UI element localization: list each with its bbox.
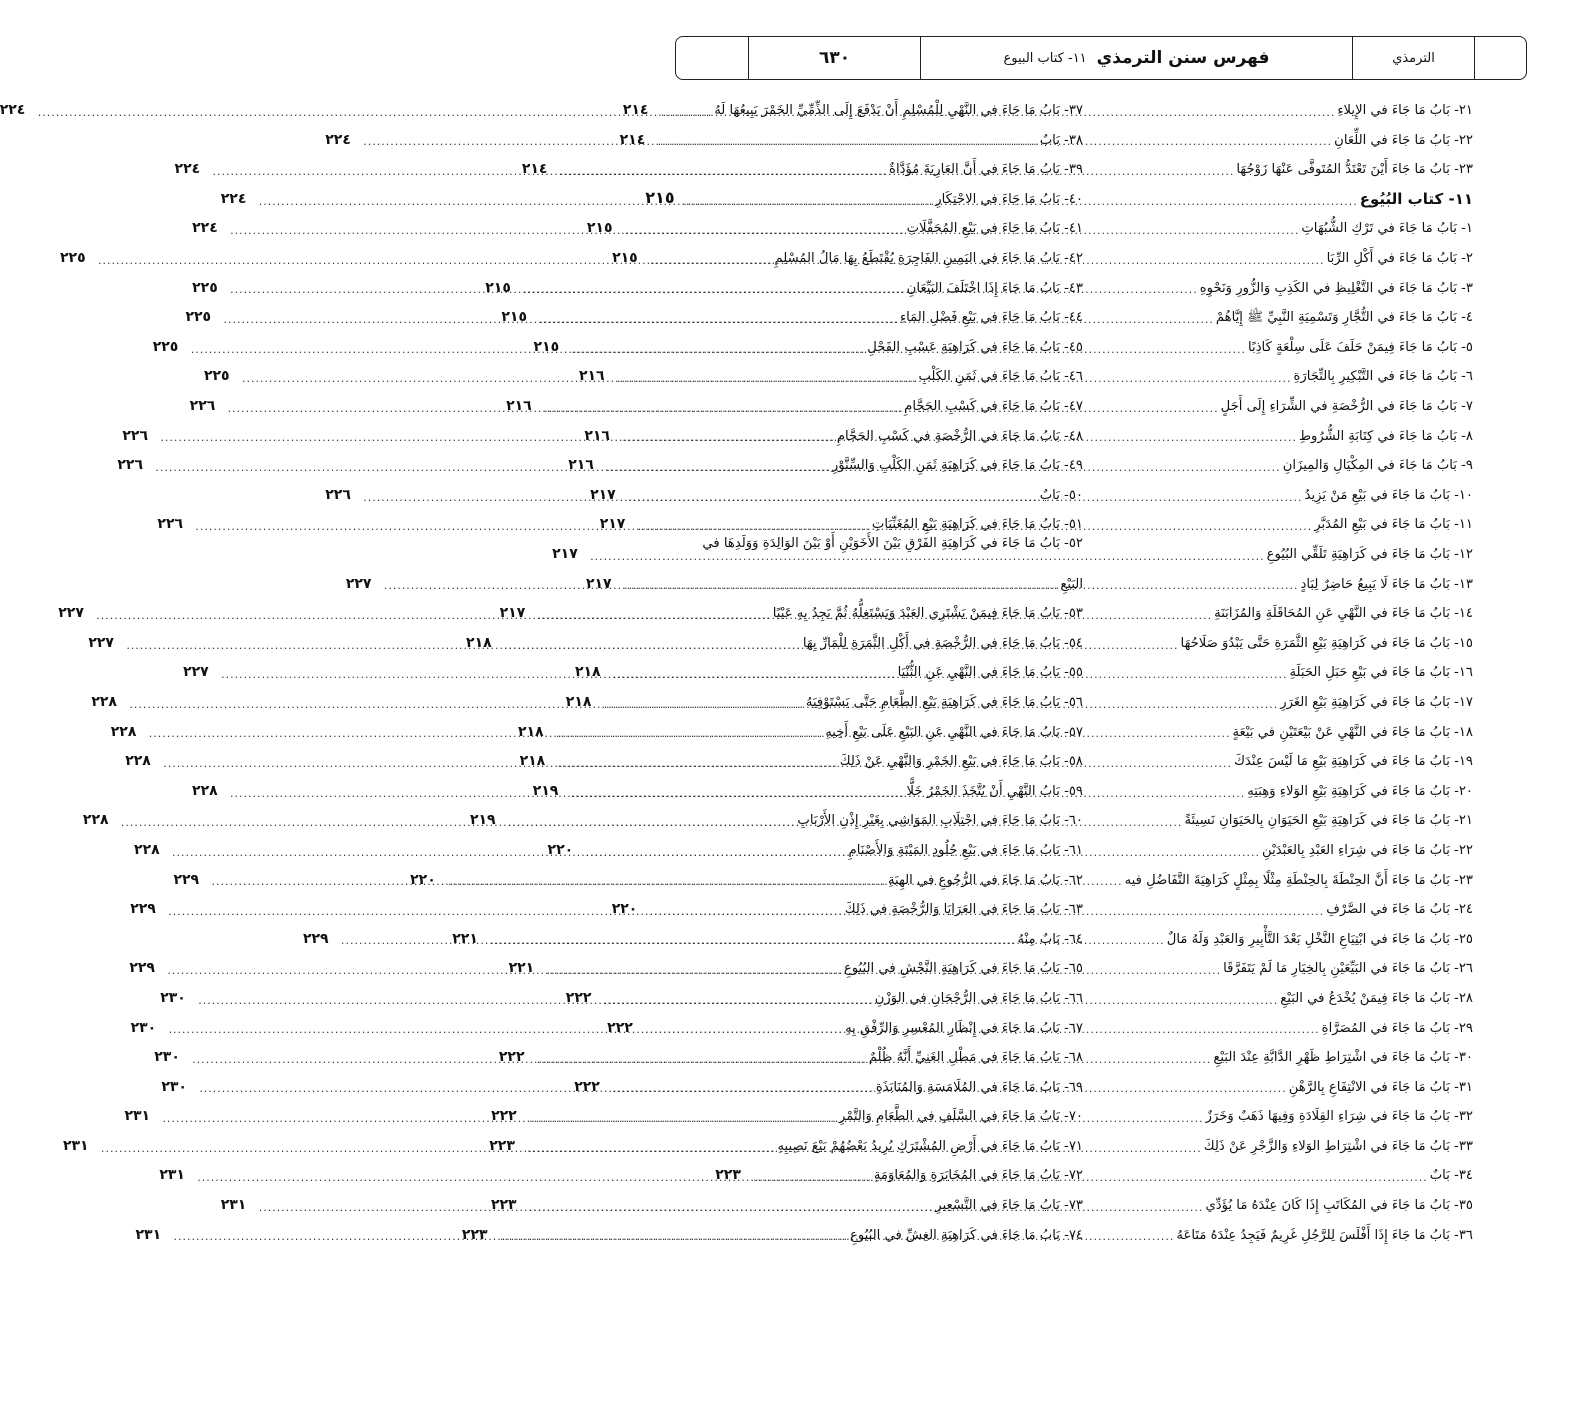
toc-entry-title: ٥٧- بَابُ مَا جَاءَ في النَّهْيِ عَنِ البَيْعِ عَلَى بَيْعِ أَخِيهِ	[825, 724, 1083, 740]
toc-entry-page: ٢٢٢	[574, 1078, 600, 1095]
toc-entry-page: ٢١٥	[485, 279, 511, 296]
toc-entry-title: ٢٩- بَابُ مَا جَاءَ في المُصَرَّاةِ	[1321, 1020, 1473, 1036]
leader-dots	[230, 787, 905, 801]
toc-entry-page: ٢٢٥	[152, 338, 179, 355]
toc-entry-title: ٦٧- بَابُ مَا جَاءَ في إِنْظَارِ المُعْسِرِ وَالرِّفْقِ بِهِ	[845, 1020, 1083, 1036]
toc-entry-title: ٦٤- بَابٌ مِنْهُ	[1017, 931, 1083, 947]
toc-entry-title: ١٨- بَابُ مَا جَاءَ في النَّهْيِ عَنْ بَيْعَتَيْنِ في بَيْعَةٍ	[1232, 724, 1473, 740]
toc-entry-title: ٨- بَابُ مَا جَاءَ في كِتَابَةِ الشُّرُوطِ	[1298, 428, 1473, 444]
toc-entry-page: ٢٢٢	[498, 1049, 525, 1066]
leader-dots	[242, 372, 917, 386]
toc-entry-title: ٣٢- بَابُ مَا جَاءَ في شِرَاءِ القِلَادَةِ وَفِيهَا ذَهَبٌ وَخَرَزٌ	[1205, 1109, 1473, 1125]
toc-entry-title: ٤٩- بَابُ مَا جَاءَ في كَرَاهِيَةِ ثَمَنِ الكَلْبِ وَالسِّنَّوْرِ	[831, 458, 1083, 474]
page-header	[675, 36, 1527, 80]
leader-dots	[101, 1142, 776, 1156]
leader-dots	[172, 846, 847, 860]
toc-entry-page: ٢٢٣	[489, 1137, 515, 1154]
toc-entry-title: ٣٩- بَابُ مَا جَاءَ في أَنَّ العَارِيَةَ مُؤَدَّاةٌ	[889, 162, 1083, 178]
toc-entry-page: ٢١٥	[533, 338, 560, 355]
leader-dots	[155, 461, 830, 475]
book-heading-title: ١١- كتاب البُيُوع	[1359, 189, 1473, 208]
leader-dots	[259, 195, 934, 209]
leader-dots	[230, 224, 905, 238]
toc-entry-title: ٥٨- بَابُ مَا جَاءَ في بَيْعِ الخَمْرِ وَالنَّهْيِ عَنْ ذَلِكَ	[839, 754, 1083, 770]
toc-entry-page: ٢١٥	[586, 220, 613, 237]
toc-entry-page: ٢١٦	[578, 368, 605, 385]
toc-entry-title: ٢٨- بَابُ مَا جَاءَ فِيمَنْ يُخْدَعُ في البَيْعِ	[1280, 990, 1473, 1006]
leader-dots	[228, 402, 903, 416]
toc-entry	[159, 1157, 1083, 1187]
toc-entry-page: ٢٣٠	[130, 1019, 157, 1036]
leader-dots	[160, 431, 835, 445]
toc-entry-page: ٢٢٩	[129, 960, 155, 977]
toc-entry-title: ٢٠- بَابُ مَا جَاءَ في كَرَاهِيَةِ بَيْعِ الوَلاءِ وَهِبَتِهِ	[1247, 783, 1473, 799]
toc-entry-page: ٢١٨	[565, 693, 592, 710]
leader-dots	[230, 283, 905, 297]
toc-entry-page: ٢٢٩	[302, 930, 329, 947]
toc-entry-page: ٢٢٠	[547, 841, 574, 858]
toc-entry-title: ١٠- بَابُ مَا جَاءَ في بَيْعِ مَنْ يَزِيدُ	[1304, 487, 1473, 503]
toc-entry-page: ٢٢٥	[203, 368, 230, 385]
toc-entry-page: ٢١٨	[574, 664, 601, 681]
toc-entry-page: ٢٢٩	[173, 871, 200, 888]
leader-dots	[98, 254, 773, 268]
leader-dots	[126, 639, 801, 653]
toc-entry-title: ٣- بَابُ مَا جَاءَ في التَّغْلِيظِ في الكَذِبِ وَالزُّورِ وَنَحْوِهِ	[1199, 280, 1473, 296]
toc-entry-title-cont: البَيْعِ	[1060, 576, 1083, 592]
toc-entry-page: ٢١٦	[584, 427, 610, 444]
leader-dots	[163, 757, 838, 771]
toc-entry-title: ٣٦- بَابُ مَا جَاءَ إِذَا أَفْلَسَ لِلرَّجُلِ غَرِيمٌ فَيَجِدُ عِنْدَهُ مَتَاعَهُ	[1176, 1227, 1473, 1243]
toc-entry-page: ٢٢٢	[491, 1108, 517, 1125]
toc-entry-title: ١- بَابُ مَا جَاءَ في تَرْكِ الشُّبُهَاتِ	[1301, 221, 1473, 237]
header-section-name: ١١- كتاب البيوع	[1003, 50, 1087, 66]
leader-dots	[341, 934, 1016, 948]
header-title-cell	[920, 37, 1352, 79]
header-book-name: الترمذي	[1352, 37, 1474, 79]
toc-entry-title: ٦- بَابُ مَا جَاءَ في التَّبْكِيرِ بِالتِّجَارَةِ	[1293, 369, 1473, 385]
toc-entry-page: ٢١٤	[521, 161, 548, 178]
toc-entry-title: ٤٤- بَابُ مَا جَاءَ في بَيْعِ فَضْلِ المَاءِ	[899, 310, 1083, 326]
toc-entry-title: ١٦- بَابُ مَا جَاءَ في بَيْعِ حَبَلِ الحَبَلَةِ	[1289, 665, 1473, 681]
toc-entry-title: ٥٠- بَابٌ	[1039, 487, 1083, 503]
toc-entry-title: ٥٩- بَابُ النَّهْيِ أَنْ يُتَّخَذَ الخَمْرُ خَلًّا	[906, 783, 1083, 799]
leader-dots	[223, 313, 898, 327]
leader-dots	[363, 135, 1038, 149]
toc-entry-title: ٧٢- بَابُ مَا جَاءَ في المُخَابَرَةِ وَالمُعَاوَمَةِ	[873, 1168, 1083, 1184]
toc-entry-page: ٢١٥	[645, 188, 675, 208]
leader-dots	[96, 609, 771, 623]
leader-dots	[129, 698, 804, 712]
toc-entry-title: ٤٧- بَابُ مَا جَاءَ في كَسْبِ الحَجَّامِ	[904, 399, 1083, 415]
toc-entry-page: ٢٢٤	[174, 161, 201, 178]
toc-entry-page: ٢٢٢	[607, 1019, 633, 1036]
toc-entry-page: ٢١٨	[466, 634, 492, 651]
toc-entry-page: ٢٣٠	[161, 1078, 187, 1095]
toc-entry-page: ٢١٦	[568, 457, 594, 474]
header-cell-empty-right	[1474, 37, 1526, 79]
toc-entry-title: ٧- بَابُ مَا جَاءَ في الرُّخْصَةِ في الشِّرَاءِ إِلَى أَجَلٍ	[1220, 399, 1473, 415]
toc-entry-title: ٦٩- بَابُ مَا جَاءَ في المُلَامَسَةِ وَالمُنَابَذَةِ	[875, 1079, 1083, 1095]
toc-entry-page: ٢٢٨	[82, 812, 109, 829]
toc-entry-title: ٤٦- بَابُ مَا جَاءَ في ثَمَنِ الكَلْبِ	[918, 369, 1083, 385]
toc-entry-page: ٢٣١	[124, 1108, 151, 1125]
toc-entry-title: ٥١- بَابُ مَا جَاءَ في كَرَاهِيَةِ بَيْعِ المُغَنِّيَاتِ	[871, 517, 1083, 533]
toc-entry-page: ٢٢٥	[59, 250, 86, 267]
toc-entry-title: ١٩- بَابُ مَا جَاءَ في كَرَاهِيَةِ بَيْعِ مَا لَيْسَ عِنْدَكَ	[1234, 754, 1473, 770]
toc-entry-page: ٢١٧	[499, 605, 526, 622]
leader-dots	[167, 964, 842, 978]
toc-entry-title: ٦٥- بَابُ مَا جَاءَ في كَرَاهِيَةِ النَّجْشِ في البُيُوعِ	[843, 961, 1083, 977]
toc-entry-page: ٢٣١	[135, 1226, 162, 1243]
toc-entry-title: ٩- بَابُ مَا جَاءَ في المِكْيَالِ وَالمِيزَانِ	[1282, 458, 1473, 474]
header-page-number: ٦٣٠	[748, 37, 920, 79]
leader-dots	[198, 994, 873, 1008]
toc-entry-title: ٧٤- بَابُ مَا جَاءَ في كَرَاهِيَةِ الغِشِّ في البُيُوعِ	[849, 1227, 1083, 1243]
toc-entry-title: ٣١- بَابُ مَا جَاءَ في الانْتِفَاعِ بِالرَّهْنِ	[1288, 1079, 1473, 1095]
leader-dots	[363, 491, 1038, 505]
toc-entry-title: ٢٢- بَابُ مَا جَاءَ في اللِّعَانِ	[1334, 132, 1473, 148]
leader-dots	[199, 1082, 874, 1096]
toc-entry-page: ٢٢٧	[58, 605, 84, 622]
leader-dots	[192, 1053, 867, 1067]
toc-entry-page: ٢١٧	[599, 516, 626, 533]
toc-entry-page: ٢٢٤	[220, 190, 247, 207]
leader-dots	[168, 905, 843, 919]
toc-entry-page: ٢١٩	[469, 812, 496, 829]
toc-entry-page: ٢١٥	[612, 250, 638, 267]
toc-entry-page: ٢٣٠	[154, 1049, 180, 1066]
toc-entry-title: ٢٤- بَابُ مَا جَاءَ في الصَّرْفِ	[1326, 902, 1473, 918]
toc-entry-title: ٥٤- بَابُ مَا جَاءَ في الرُّخْصَةِ في أَكْلِ الثَّمَرَةِ لِلْمَارِّ بِهَا	[802, 635, 1083, 651]
toc-entry-title: ٢١- بَابُ مَا جَاءَ في الإِيلاءِ	[1337, 103, 1473, 119]
toc-entry-page: ٢٢٦	[157, 516, 184, 533]
toc-entry-title: ١٣- بَابُ مَا جَاءَ لَا يَبِيعُ حَاضِرٌ لِبَادٍ	[1300, 576, 1473, 592]
toc-entry-page: ٢١٧	[585, 575, 612, 592]
toc-entry-page: ٢٢٣	[715, 1167, 741, 1184]
toc-entry-page: ٢٢٣	[461, 1226, 488, 1243]
toc-entry-title: ٢٢- بَابُ مَا جَاءَ في شِرَاءِ العَبْدِ بِالعَبْدَيْنِ	[1262, 842, 1473, 858]
toc-entry-title: ٣٨- بَابٌ	[1039, 132, 1083, 148]
toc-entry-page: ٢٢٤	[0, 102, 26, 119]
toc-entry-title: ٦٠- بَابُ مَا جَاءَ في احْتِلَابِ المَوَاشِي بِغَيْرِ إِذْنِ الأَرْبَابِ	[797, 813, 1083, 829]
toc-entry-title: ٣٤- بَابٌ	[1429, 1168, 1473, 1184]
leader-dots	[149, 727, 824, 741]
toc-entry-title: ٤- بَابُ مَا جَاءَ في التُّجَّارِ وَتَسْمِيَةِ النَّبِيِّ ﷺ إِيَّاهُمْ	[1215, 310, 1473, 326]
toc-entry-title: ٧١- بَابُ مَا جَاءَ في أَرْضِ المُشْتَرَكِ يُرِيدُ بَعْضُهُمْ بَيْعَ نَصِيبِهِ	[777, 1138, 1083, 1154]
toc-entry-page: ٢٢٥	[192, 279, 218, 296]
toc-entry-title: ٢٥- بَابُ مَا جَاءَ في ابْتِيَاعِ النَّخْلِ بَعْدَ التَّأْبِيرِ وَالعَبْدِ وَلَهُ مَالٌ	[1166, 931, 1473, 947]
toc-entry-title: ٣٥- بَابُ مَا جَاءَ في المُكَاتَبِ إِذَا كَانَ عِنْدَهُ مَا يُؤَدِّي	[1205, 1198, 1473, 1214]
toc-entry-page: ٢٢٨	[91, 693, 117, 710]
toc-entry-title: ١٥- بَابُ مَا جَاءَ في كَرَاهِيَةِ بَيْعِ الثَّمَرَةِ حَتَّى يَبْدُوَ صَلَاحُهَا	[1180, 635, 1473, 651]
toc-entry-title: ٥٢- بَابُ مَا جَاءَ في كَرَاهِيَةِ الفَرْقِ بَيْنَ الأَخَوَيْنِ أَوْ بَيْنَ الوَالِدَةِ وَوَلَدِهَا في	[702, 535, 1083, 551]
toc-entry-page: ٢٢٧	[345, 575, 372, 592]
toc-entry-title: ٢٣- بَابُ مَا جَاءَ أَيْنَ تَعْتَدُّ المُتَوفَّى عَنْهَا زَوْجُهَا	[1236, 162, 1473, 178]
header-cell-empty-left	[676, 37, 748, 79]
toc-entry-page: ٢٢٥	[185, 309, 212, 326]
toc-entry-title: ٣٧- بَابُ مَا جَاءَ في النَّهْيِ لِلْمُسْلِمِ أَنْ يَدْفَعَ إِلَى الذِّمِّيِّ الخَمْرَ يَبِيعُهَا لَهُ	[714, 103, 1083, 119]
toc-entry-title: ٢- بَابُ مَا جَاءَ في أَكْلِ الرِّبَا	[1326, 251, 1473, 267]
toc-entry-page: ٢٢٨	[134, 841, 160, 858]
leader-dots	[195, 520, 870, 534]
toc-entry-page: ٢١٤	[622, 102, 649, 119]
toc-entry-page: ٢١٧	[552, 546, 578, 562]
toc-entry-page: ٢٢٦	[325, 486, 351, 503]
toc-entry-page: ٢٢٠	[611, 901, 638, 918]
toc-entry-title: ٤٣- بَابُ مَا جَاءَ إِذَا اخْتَلَفَ البَيِّعَانِ	[906, 280, 1083, 296]
toc-entry-page: ٢٢٠	[410, 871, 436, 888]
toc-entry-title: ١٧- بَابُ مَا جَاءَ في كَرَاهِيَةِ بَيْعِ الغَرَرِ	[1280, 694, 1473, 710]
toc-entry-title: ٤٠- بَابُ مَا جَاءَ في الاحْتِكَارِ	[935, 191, 1083, 207]
toc-entry-page: ٢٣١	[159, 1167, 185, 1184]
toc-entry-page: ٢٢٦	[117, 457, 143, 474]
header-index-title: فهرس سنن الترمذي	[1096, 48, 1270, 68]
toc-entry-page: ٢٢٨	[110, 723, 137, 740]
toc-entry-page: ٢١٦	[506, 398, 532, 415]
toc-entry-title: ٢٦- بَابُ مَا جَاءَ في البَيِّعَيْنِ بِالخِيَارِ مَا لَمْ يَتَفَرَّقَا	[1223, 961, 1473, 977]
toc-entry-title: ٤١- بَابُ مَا جَاءَ في بَيْعِ المُحَفَّلَاتِ	[906, 221, 1083, 237]
leader-dots	[221, 668, 896, 682]
toc-entry-title: ٧٣- بَابُ مَا جَاءَ في التَّسْعِيرِ	[935, 1198, 1083, 1214]
toc-entry-page: ٢٢١	[508, 960, 535, 977]
toc-entry-page: ٢٢٣	[490, 1197, 517, 1214]
toc-entry-title: ٤٢- بَابُ مَا جَاءَ في اليَمِينِ الفَاجِرَةِ يُقْتَطَعُ بِهَا مَالُ المُسْلِمِ	[774, 251, 1083, 267]
toc-entry-page: ٢٢٨	[125, 753, 151, 770]
toc-entry-title: ٦٦- بَابُ مَا جَاءَ في الرُّجْحَانِ في الوَزْنِ	[874, 990, 1083, 1006]
toc-entry-title: ٢٣- بَابُ مَا جَاءَ أَنَّ الحِنْطَةَ بِالحِنْطَةِ مِثْلًا بِمِثْلٍ كَرَاهِيَةَ التَّفَاضُلِ فيه	[1124, 872, 1473, 888]
toc-entry-page: ٢٣١	[220, 1197, 247, 1214]
toc-entry-page: ٢٢٤	[192, 220, 218, 237]
toc-entry-title: ٦٣- بَابُ مَا جَاءَ في العَرَايَا وَالرُّخْصَةِ في ذَلِكَ	[844, 902, 1083, 918]
toc-entry-page: ٢٢٩	[130, 901, 156, 918]
leader-dots	[213, 165, 888, 179]
toc-entry-title: ٢١- بَابُ مَا جَاءَ في كَرَاهِيَةِ بَيْعِ الحَيَوَانِ بِالحَيَوَانِ نَسِيئَةً	[1184, 813, 1473, 829]
toc-entry-title: ٥٥- بَابُ مَا جَاءَ في النَّهْيِ عَنِ الثُّنْيَا	[897, 665, 1083, 681]
toc-entry-page: ٢١٨	[517, 723, 544, 740]
toc-entry-page: ٢٢٤	[325, 131, 351, 148]
toc-entry-page: ٢٢١	[452, 930, 478, 947]
leader-dots	[197, 1171, 872, 1185]
toc-entry-page: ٢١٤	[619, 131, 646, 148]
leader-dots	[162, 1112, 837, 1126]
toc-entry-page: ٢٣١	[62, 1137, 89, 1154]
toc-entry-page: ٢١٧	[590, 486, 616, 503]
leader-dots	[191, 343, 866, 357]
toc-entry-title: ٥- بَابُ مَا جَاءَ فِيمَنْ حَلَفَ عَلَى سِلْعَةٍ كَاذِبًا	[1248, 339, 1473, 355]
toc-entry-page: ٢١٥	[501, 309, 528, 326]
toc-entry-page: ٢٢٦	[122, 427, 149, 444]
toc-entry-page: ٢٢٦	[189, 398, 216, 415]
leader-dots	[384, 579, 1059, 593]
toc-entry-title: ٦٢- بَابُ مَا جَاءَ في الرُّجُوعِ في الهِبَةِ	[887, 872, 1083, 888]
toc-entry-page: ٢٣٠	[160, 989, 186, 1006]
toc-entry-title: ١١- بَابُ مَا جَاءَ في بَيْعِ المُدَبَّرِ	[1314, 517, 1473, 533]
toc-entry-title: ٤٨- بَابُ مَا جَاءَ في الرُّخْصَةِ في كَسْبِ الحَجَّامِ	[836, 428, 1083, 444]
toc-entry-page: ٢٢٢	[565, 989, 592, 1006]
toc-entry-page: ٢٢٧	[183, 664, 209, 681]
toc-entry-title: ٣٠- بَابُ مَا جَاءَ في اشْتِرَاطِ ظَهْرِ الدَّابَّةِ عِنْدَ البَيْعِ	[1213, 1050, 1473, 1066]
toc-entry-page: ٢١٨	[519, 753, 546, 770]
toc-entry-title: ٤٥- بَابُ مَا جَاءَ في كَرَاهِيَةِ عَسْبِ الفَحْلِ	[867, 339, 1083, 355]
toc-entry-title: ٦٨- بَابُ مَا جَاءَ في مَطْلِ الغَنِيِّ أَنَّهُ ظُلْمٌ	[868, 1050, 1083, 1066]
toc-entry-title: ١٢- بَابُ مَا جَاءَ في كَرَاهِيَةِ تَلَقِّي البُيُوعِ	[1266, 547, 1473, 562]
leader-dots	[211, 875, 886, 889]
toc-entry-title: ٣٣- بَابُ مَا جَاءَ في اشْتِرَاطِ الوَلاءِ وَالزَّجْرِ عَنْ ذَلِكَ	[1203, 1138, 1473, 1154]
leader-dots	[173, 1230, 848, 1244]
toc-entry-title: ١٤- بَابُ مَا جَاءَ في النَّهْيِ عَنِ المُحَاقَلَةِ وَالمُزَابَنَةِ	[1214, 606, 1473, 622]
leader-dots	[121, 816, 796, 830]
toc-entry-page: ٢٢٧	[88, 634, 114, 651]
toc-entry-title: ٧٠- بَابُ مَا جَاءَ في السَّلَفِ في الطَّعَامِ وَالتَّمْرِ	[838, 1109, 1083, 1125]
toc-entry-title: ٦١- بَابُ مَا جَاءَ في بَيْعِ جُلُودِ المَيْتَةِ وَالأَصْنَامِ	[848, 842, 1083, 858]
toc-entry-page: ٢٢٨	[192, 782, 218, 799]
toc-entry-page: ٢١٩	[532, 782, 559, 799]
leader-dots	[259, 1201, 934, 1215]
leader-dots	[38, 106, 713, 120]
leader-dots	[169, 1023, 844, 1037]
toc-entry-title: ٥٣- بَابُ مَا جَاءَ فِيمَنْ يَشْتَرِي العَبْدَ وَيَسْتَغِلُّهُ ثُمَّ يَجِدُ بِهِ عَيْبًا	[772, 606, 1083, 622]
toc-entry-title: ٥٦- بَابُ مَا جَاءَ في كَرَاهِيَةِ بَيْعِ الطَّعَامِ حَتَّى يَسْتَوْفِيَهُ	[805, 694, 1083, 710]
